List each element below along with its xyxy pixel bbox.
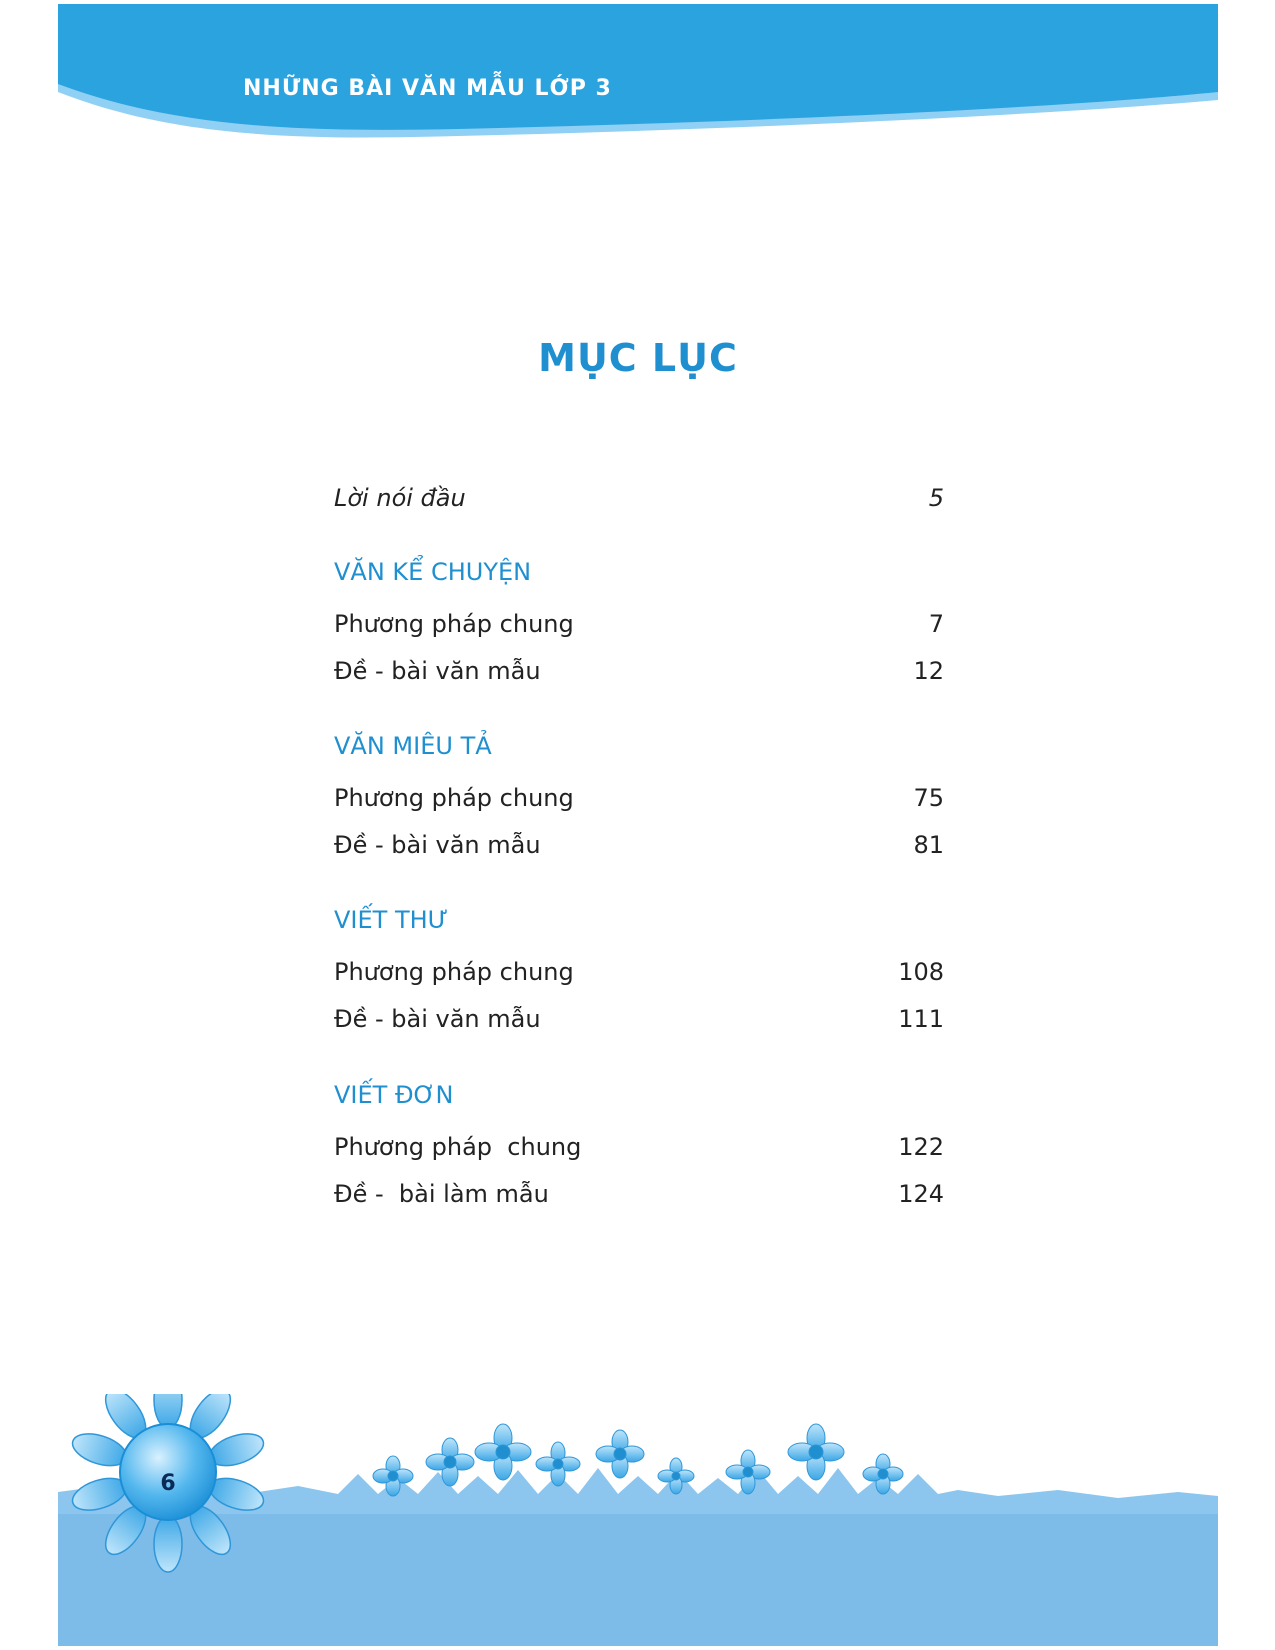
- toc-entry[interactable]: [334, 610, 944, 650]
- toc-entry-label: Lời nói đầu: [334, 484, 466, 512]
- toc-entry[interactable]: [334, 958, 944, 998]
- section-heading: VĂN MIÊU TẢ: [334, 732, 492, 760]
- section-heading: VĂN KỂ CHUYỆN: [334, 558, 532, 586]
- section-heading: VIẾT ĐƠN: [334, 1081, 454, 1109]
- grass-flowers-illustration: [58, 1394, 1218, 1646]
- toc-entry-preface[interactable]: [334, 484, 944, 524]
- toc-entry[interactable]: [334, 831, 944, 871]
- section-heading: VIẾT THƯ: [334, 906, 449, 934]
- header-wave-shape: [58, 4, 1218, 154]
- toc-entry-page: 124: [898, 1180, 944, 1208]
- toc-entry-label: Đề - bài văn mẫu: [334, 657, 541, 685]
- toc-entry[interactable]: [334, 1180, 944, 1220]
- toc-entry-page: 7: [928, 610, 944, 638]
- toc-entry[interactable]: [334, 1133, 944, 1173]
- toc-entry-label: Phương pháp chung: [334, 784, 574, 812]
- toc-entry-page: 122: [898, 1133, 944, 1161]
- toc-entry-page: 108: [898, 958, 944, 986]
- toc-entry[interactable]: [334, 784, 944, 824]
- toc-entry-page: 111: [898, 1005, 944, 1033]
- toc-entry[interactable]: [334, 1005, 944, 1045]
- toc-entry-page: 75: [913, 784, 944, 812]
- toc-entry-label: Phương pháp chung: [334, 1133, 582, 1161]
- toc-entry-page: 12: [913, 657, 944, 685]
- toc-entry-label: Phương pháp chung: [334, 958, 574, 986]
- toc-entry-label: Đề - bài văn mẫu: [334, 1005, 541, 1033]
- book-page: [58, 4, 1218, 1646]
- footer-decoration: [58, 1394, 1218, 1646]
- toc-entry-label: Phương pháp chung: [334, 610, 574, 638]
- header-banner: [58, 4, 1218, 154]
- toc-entry-label: Đề - bài văn mẫu: [334, 831, 541, 859]
- toc-entry-label: Đề - bài làm mẫu: [334, 1180, 549, 1208]
- toc-entry-page: 81: [913, 831, 944, 859]
- toc-title: MỤC LỤC: [538, 336, 738, 380]
- toc-entry-page: 5: [928, 484, 944, 512]
- book-title: NHỮNG BÀI VĂN MẪU LỚP 3: [243, 76, 612, 101]
- page-number: 6: [160, 1471, 176, 1496]
- toc-entry[interactable]: [334, 657, 944, 697]
